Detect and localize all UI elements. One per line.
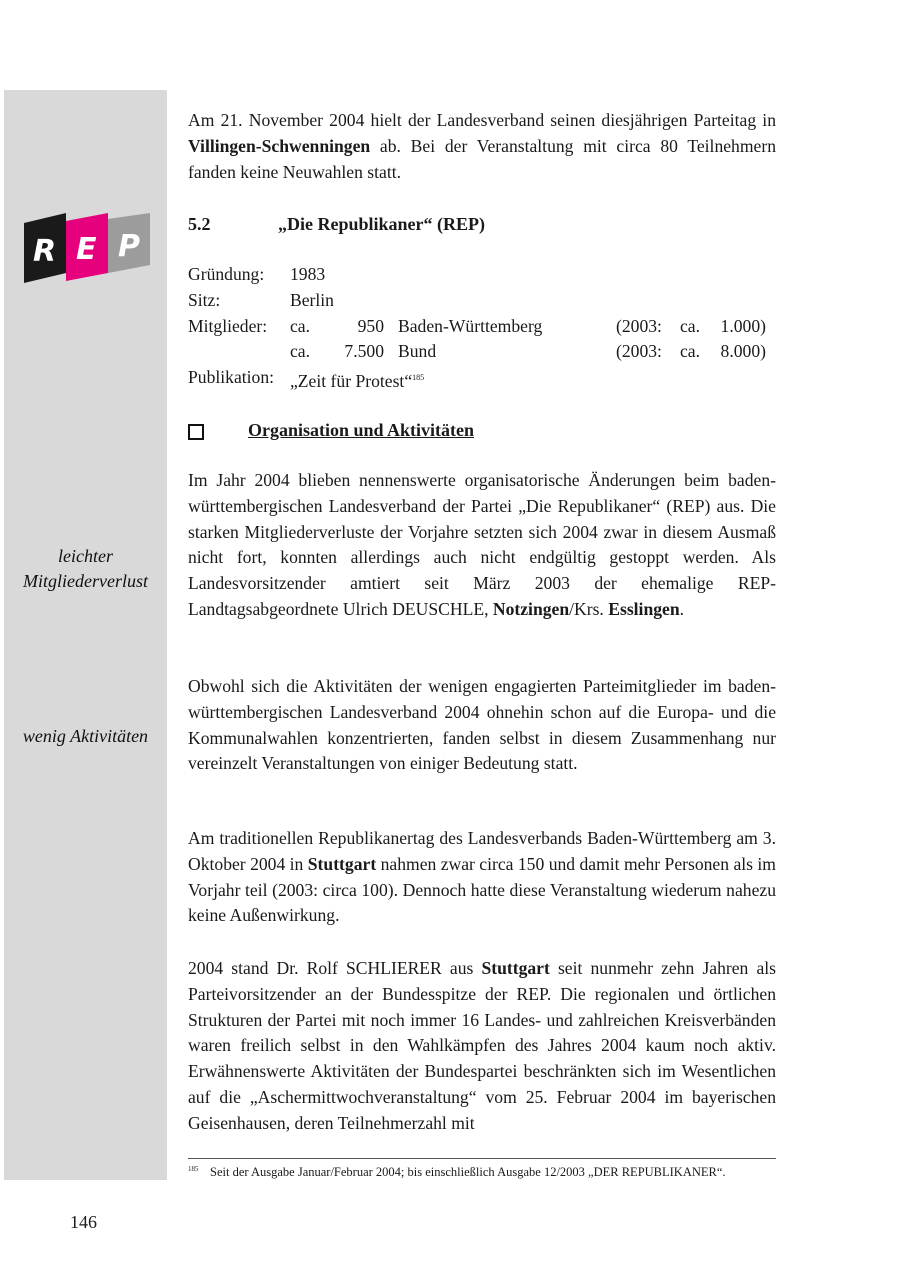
facts-row-members-bw [188,314,766,340]
para1-text-3: . [679,598,685,619]
members-bund-prev-ca: ca. [680,341,701,362]
section-number: 5.2 [188,214,211,234]
members-bund-count: 7.500 [344,341,384,362]
intro-text-1: Am 21. November 2004 hielt der Landesverband seinen diesjährigen Parteitag in [188,110,776,130]
rep-logo-e: E [76,232,97,267]
sitz-label: Sitz: [188,289,221,310]
intro-place: Villingen-Schwenningen [188,135,371,156]
section-heading [188,212,776,238]
gruendung-label: Gründung: [188,264,265,284]
para3-text-1: Am traditionellen Republikanertag des Landesverbands Baden-Württemberg am 3. Oktober 2004 in [188,828,776,874]
para4-text-1: 2004 stand Dr. Rolf SCHLIERER aus [188,958,482,978]
para1-place-1: Notzingen [492,598,570,619]
members-bw-region: Baden-Württemberg [398,315,543,336]
members-bund-prev-count: 8.000) [720,341,766,362]
members-bw-prev-ca: ca. [680,315,701,336]
rep-logo-r: R [33,234,57,269]
members-bw-prev-year: (2003: [616,315,662,336]
facts-table [188,262,766,395]
subsection-title: Organisation und Aktivitäten [248,420,475,440]
mitglieder-label: Mitglieder: [188,315,268,336]
para1-text-1: Im Jahr 2004 blieben nennenswerte organisatorische Änderungen beim baden-württembergischen Landesverband der Partei „Die Republikaner“ (REP) aus. Die starken Mitgliederverluste der Vorjahre setzten sich 2004 zwar in diesem Ausmaß nicht fort, konnten allerdings auch nicht endgültig gestoppt werden. Als Landesvorsitzender amtiert seit März 2003 der ehemalige REP-Landtagsabgeordnete Ulrich DEUSCHLE, [188,470,776,619]
para4-text-2: seit nunmehr zehn Jahren als Parteivorsitzender an der Bundesspitze der REP. Die regionalen und örtlichen Strukturen der Partei mit noch immer 16 Landes- und zahlreichen Kreisverbänden waren freilich selbst in den Wahlkämpfen des Jahres 2004 kaum noch aktiv. Erwähnenswerte Aktivitäten der Bundespartei beschränkten sich im Wesentlichen auf die „Aschermittwochveranstaltung“ vom 25. Februar 2004 im bayerischen Geisenhausen, deren Teilnehmerzahl mit [188,958,776,1133]
footnote-text: Seit der Ausgabe Januar/Februar 2004; bis einschließlich Ausgabe 12/2003 „DER REPUBLIKANER“. [210,1165,726,1180]
intro-text-2: ab. Bei der Veranstaltung mit circa 80 Teilnehmern fanden keine Neuwahlen statt. [188,135,776,182]
facts-row-members-bund [188,339,766,365]
margin-note-few-activities: wenig Aktivitäten [22,726,149,746]
publikation-footnote-ref: 185 [412,373,425,383]
facts-row-gruendung [188,262,766,288]
facts-row-publikation [188,365,766,395]
publikation-label: Publikation: [188,367,275,388]
paragraph-activities: Obwohl sich die Aktivitäten der wenigen engagierten Parteimitglieder im baden-württembergischen Landesverband 2004 ohnehin schon auf die Europa- und die Kommunalwahlen konzentrierten, fanden selbst in diesem Zusammenhang nur vereinzelt Veranstaltungen von einiger Bedeutung statt. [188,676,776,774]
facts-row-sitz [188,288,766,314]
para3-place: Stuttgart [307,853,377,874]
publikation-value: „Zeit für Protest“ [290,371,413,392]
para1-text-2: /Krs. [569,598,609,619]
paragraph-bundespartei [188,956,776,1137]
intro-paragraph [188,108,776,185]
page-number: 146 [70,1212,97,1232]
footnote-number: 185 [188,1165,199,1173]
gruendung-value: 1983 [290,264,326,284]
members-bund-prev-year: (2003: [616,341,662,362]
paragraph-organisation [188,468,776,623]
sitz-value: Berlin [290,289,334,310]
members-bw-ca: ca. [290,315,311,336]
para3-text-2: nahmen zwar circa 150 und damit mehr Personen als im Vorjahr teil (2003: circa 100). Dennoch hatte diese Veranstaltung wiederum nahezu keine Außenwirkung. [188,853,776,926]
footnote-divider [188,1158,776,1159]
section-title: „Die Republikaner“ (REP) [278,214,485,234]
rep-logo-p: P [118,229,140,264]
members-bw-prev-count: 1.000) [720,315,766,336]
party-facts [188,262,776,395]
footnote [188,1165,788,1180]
members-bw-count: 950 [357,315,384,336]
checkbox-icon [188,424,204,440]
rep-logo [24,213,154,285]
para4-place: Stuttgart [481,958,550,978]
paragraph-republikanertag [188,826,776,929]
members-bund-region: Bund [398,341,437,362]
para1-place-2: Esslingen [608,598,680,619]
members-bund-ca: ca. [290,341,311,362]
margin-note-member-loss: leichter Mitgliederverlust [23,546,148,591]
